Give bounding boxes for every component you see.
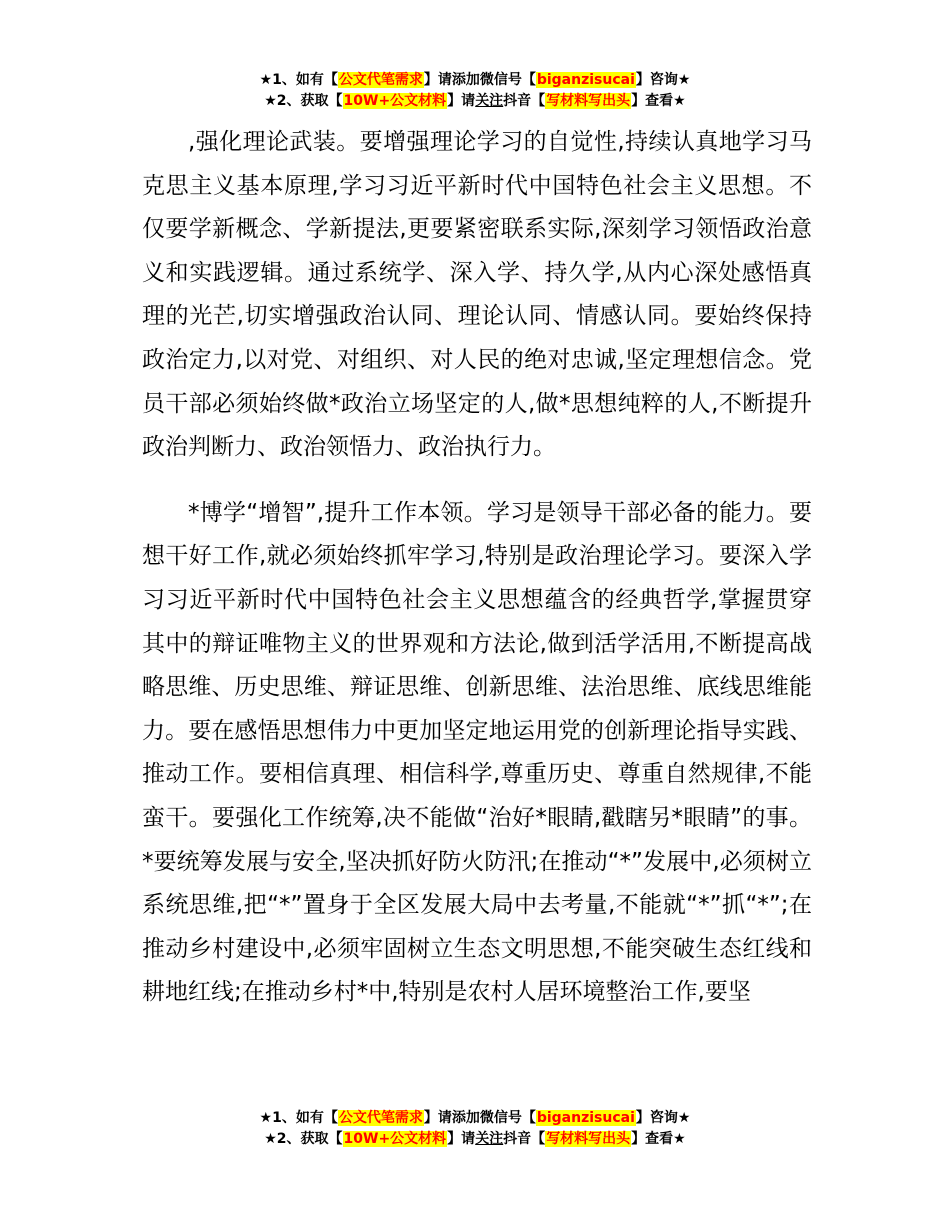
banner-highlight-wechat: biganzisucai [536,72,635,88]
banner-line-2 [0,91,950,112]
banner-line-2 [0,1129,950,1150]
banner-highlight: 10W+公文材料 [343,1131,447,1147]
banner-highlight: 公文代笔需求 [338,1110,423,1126]
document-body [142,121,812,1015]
banner-text: 抖音【 [503,93,546,109]
banner-line-1 [0,1108,950,1129]
banner-text: 】请添加微信号【 [423,1110,536,1126]
banner-text: ★2、获取【 [264,93,343,109]
banner-highlight: 公文代笔需求 [338,72,423,88]
banner-underline: 关注 [475,93,504,109]
banner-highlight: 10W+公文材料 [343,93,447,109]
banner-text: 】请 [447,93,476,109]
banner-text: 】咨询★ [635,1110,691,1126]
banner-highlight-wechat: biganzisucai [536,1110,635,1126]
banner-text: 】查看★ [631,93,686,109]
paragraph: ,强化理论武装。要增强理论学习的自觉性,持续认真地学习马克思主义基本原理,学习习近平新时代中国特色社会主义思想。不仅要学新概念、学新提法,更要紧密联系实际,深刻学习领悟政治意义和实践逻辑。通过系统学、深入学、持久学,从内心深处感悟真理的光芒,切实增强政治认同、理论认同、情感认同。要始终保持政治定力,以对党、对组织、对人民的绝对忠诚,坚定理想信念。党员干部必须始终做*政治立场坚定的人,做*思想纯粹的人,不断提升政治判断力、政治领悟力、政治执行力。 [142,129,812,461]
banner-text: ★1、如有【 [259,72,338,88]
banner-highlight-douyin: 写材料写出头 [546,1131,631,1147]
banner-text: ★2、获取【 [264,1131,343,1147]
banner-highlight-douyin: 写材料写出头 [546,93,631,109]
footer-banner [0,1108,950,1150]
banner-text: 抖音【 [503,1131,546,1147]
banner-underline: 关注 [475,1131,504,1147]
header-banner [0,70,950,112]
banner-text: 】请添加微信号【 [423,72,536,88]
banner-line-1 [0,70,950,91]
banner-text: 】请 [447,1131,476,1147]
banner-text: 】咨询★ [635,72,691,88]
banner-text: 】查看★ [631,1131,686,1147]
banner-text: ★1、如有【 [259,1110,338,1126]
paragraph: *博学“增智”,提升工作本领。学习是领导干部必备的能力。要想干好工作,就必须始终抓牢学习,特别是政治理论学习。要深入学习习近平新时代中国特色社会主义思想蕴含的经典哲学,掌握贯穿其中的辩证唯物主义的世界观和方法论,做到活学活用,不断提高战略思维、历史思维、辩证思维、创新思维、法治思维、底线思维能力。要在感悟思想伟力中更加坚定地运用党的创新理论指导实践、推动工作。要相信真理、相信科学,尊重历史、尊重自然规律,不能蛮干。要强化工作统筹,决不能做“治好*眼睛,戳瞎另*眼睛”的事。*要统筹发展与安全,坚决抓好防火防汛;在推动“*”发展中,必须树立系统思维,把“*”置身于全区发展大局中去考量,不能就“*”抓“*”;在推动乡村建设中,必须牢固树立生态文明思想,不能突破生态红线和耕地红线;在推动乡村*中,特别是农村人居环境整治工作,要坚 [142,499,812,1006]
